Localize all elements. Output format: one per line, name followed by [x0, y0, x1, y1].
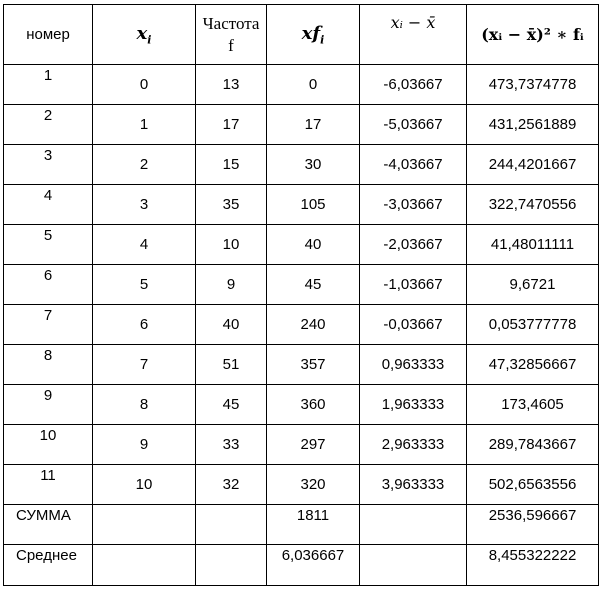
cell-number: 2: [4, 105, 93, 145]
cell-number: 10: [4, 425, 93, 465]
cell-xi: 0: [93, 65, 196, 105]
cell-squared: 431,2561889: [467, 105, 599, 145]
cell-number: 6: [4, 265, 93, 305]
cell-frequency: 9: [196, 265, 267, 305]
cell-squared: 9,6721: [467, 265, 599, 305]
cell-xi: 1: [93, 105, 196, 145]
empty-cell: [360, 545, 467, 586]
cell-number: 1: [4, 65, 93, 105]
header-xifi: $xf_i$: [267, 5, 360, 65]
mean-xifi: 6,036667: [267, 545, 360, 586]
cell-frequency: 45: [196, 385, 267, 425]
header-number: номер: [4, 5, 93, 65]
cell-squared: 41,48011111: [467, 225, 599, 265]
cell-xifi: 357: [267, 345, 360, 385]
empty-cell: [93, 545, 196, 586]
table-row: [4, 385, 599, 425]
cell-xifi: 320: [267, 465, 360, 505]
cell-xifi: 30: [267, 145, 360, 185]
table-row: [4, 65, 599, 105]
cell-deviation: 1,963333: [360, 385, 467, 425]
frequency-table: [3, 4, 599, 586]
cell-deviation: -4,03667: [360, 145, 467, 185]
sum-row: [4, 505, 599, 545]
cell-deviation: 2,963333: [360, 425, 467, 465]
header-deviation: xᵢ − x̄: [360, 5, 467, 65]
cell-xi: 8: [93, 385, 196, 425]
cell-squared: 173,4605: [467, 385, 599, 425]
mean-row: [4, 545, 599, 586]
table-row: [4, 145, 599, 185]
cell-number: 7: [4, 305, 93, 345]
cell-frequency: 40: [196, 305, 267, 345]
table-row: [4, 305, 599, 345]
empty-cell: [196, 505, 267, 545]
cell-deviation: -2,03667: [360, 225, 467, 265]
cell-squared: 322,7470556: [467, 185, 599, 225]
cell-frequency: 32: [196, 465, 267, 505]
cell-xi: 7: [93, 345, 196, 385]
header-frequency: Частота f: [196, 5, 267, 65]
cell-squared: 289,7843667: [467, 425, 599, 465]
cell-deviation: -6,03667: [360, 65, 467, 105]
cell-squared: 47,32856667: [467, 345, 599, 385]
cell-xifi: 17: [267, 105, 360, 145]
empty-cell: [360, 505, 467, 545]
mean-squared: 8,455322222: [467, 545, 599, 586]
empty-cell: [196, 545, 267, 586]
cell-xi: 9: [93, 425, 196, 465]
cell-frequency: 17: [196, 105, 267, 145]
cell-number: 3: [4, 145, 93, 185]
cell-xifi: 360: [267, 385, 360, 425]
table-row: [4, 105, 599, 145]
cell-deviation: -3,03667: [360, 185, 467, 225]
cell-xi: 4: [93, 225, 196, 265]
cell-frequency: 10: [196, 225, 267, 265]
cell-deviation: 3,963333: [360, 465, 467, 505]
cell-deviation: 0,963333: [360, 345, 467, 385]
sum-squared: 2536,596667: [467, 505, 599, 545]
cell-number: 9: [4, 385, 93, 425]
cell-xifi: 0: [267, 65, 360, 105]
empty-cell: [93, 505, 196, 545]
cell-deviation: -5,03667: [360, 105, 467, 145]
cell-xifi: 45: [267, 265, 360, 305]
table-row: [4, 425, 599, 465]
cell-number: 4: [4, 185, 93, 225]
mean-label: Среднее: [4, 545, 93, 586]
cell-xifi: 240: [267, 305, 360, 345]
table-row: [4, 465, 599, 505]
cell-frequency: 15: [196, 145, 267, 185]
sum-xifi: 1811: [267, 505, 360, 545]
cell-frequency: 13: [196, 65, 267, 105]
cell-number: 5: [4, 225, 93, 265]
cell-deviation: -1,03667: [360, 265, 467, 305]
cell-xifi: 105: [267, 185, 360, 225]
cell-squared: 0,053777778: [467, 305, 599, 345]
cell-squared: 244,4201667: [467, 145, 599, 185]
cell-squared: 502,6563556: [467, 465, 599, 505]
cell-deviation: -0,03667: [360, 305, 467, 345]
header-squared-deviation: (xᵢ − x̄)² ∗ fᵢ: [467, 5, 599, 65]
cell-number: 11: [4, 465, 93, 505]
cell-xi: 10: [93, 465, 196, 505]
cell-xi: 5: [93, 265, 196, 305]
table-row: [4, 185, 599, 225]
cell-xifi: 40: [267, 225, 360, 265]
sum-label: СУММА: [4, 505, 93, 545]
header-xi: $x_i$: [93, 5, 196, 65]
cell-squared: 473,7374778: [467, 65, 599, 105]
table-row: [4, 345, 599, 385]
cell-frequency: 51: [196, 345, 267, 385]
table-row: [4, 265, 599, 305]
cell-number: 8: [4, 345, 93, 385]
header-row: [4, 5, 599, 65]
table-row: [4, 225, 599, 265]
cell-xi: 6: [93, 305, 196, 345]
cell-xifi: 297: [267, 425, 360, 465]
cell-xi: 3: [93, 185, 196, 225]
cell-frequency: 33: [196, 425, 267, 465]
cell-frequency: 35: [196, 185, 267, 225]
cell-xi: 2: [93, 145, 196, 185]
